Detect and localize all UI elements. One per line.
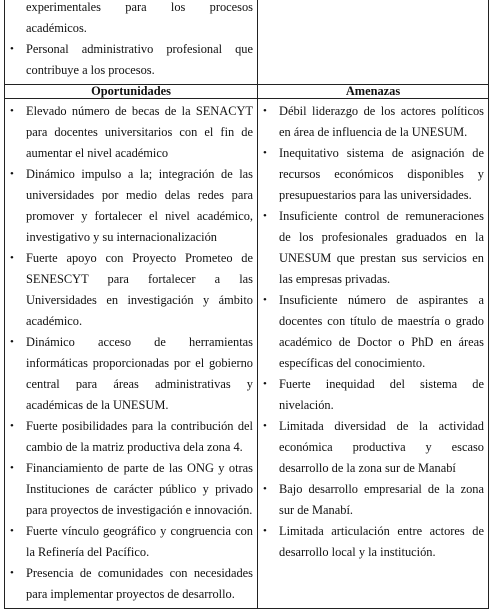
oportunidades-list bbox=[5, 101, 257, 605]
list-item-text: Insuficiente número de aspirantes a docentes con título de maestría o grado académico de Doctor o PhD en áreas específicas del conocimiento. bbox=[279, 293, 484, 370]
list-item bbox=[258, 101, 488, 143]
bullet-icon: • bbox=[10, 336, 14, 348]
bullet-icon: • bbox=[10, 420, 14, 432]
list-item-text: Insuficiente control de remuneraciones de los profesionales graduados en la UNESUM que prestan sus servicios en las empresas privadas. bbox=[279, 209, 484, 286]
list-item bbox=[5, 101, 257, 164]
list-item-text: Inequitativo sistema de asignación de recursos económicos disponibles y presupuestarios para las universidades. bbox=[279, 146, 484, 202]
bullet-icon: • bbox=[10, 567, 14, 579]
list-item bbox=[258, 521, 488, 563]
oportunidades-cell bbox=[5, 99, 258, 609]
list-item-text: Presencia de comunidades con necesidades para implementar proyectos de desarrollo. bbox=[26, 566, 253, 601]
bullet-icon: • bbox=[263, 147, 267, 159]
bullet-icon: • bbox=[263, 420, 267, 432]
bullet-icon: • bbox=[10, 43, 14, 55]
amenazas-list bbox=[258, 101, 488, 563]
list-item bbox=[258, 416, 488, 479]
list-item-text: Financiamiento de parte de las ONG y otras Instituciones de carácter público y privado para proyectos de investigación e innovación. bbox=[26, 461, 253, 517]
list-item bbox=[258, 290, 488, 374]
list-item-text: Fuerte inequidad del sistema de nivelación. bbox=[279, 377, 484, 412]
header-row bbox=[5, 85, 489, 99]
bullet-icon: • bbox=[263, 483, 267, 495]
content-row bbox=[5, 99, 489, 609]
debilidades-cell bbox=[258, 0, 489, 85]
list-item-text: Débil liderazgo de los actores políticos en área de influencia de la UNESUM. bbox=[279, 104, 484, 139]
list-item bbox=[5, 521, 257, 563]
list-item bbox=[5, 164, 257, 248]
list-item bbox=[5, 39, 257, 81]
list-item-text: Fuerte vínculo geográfico y congruencia con la Refinería del Pacífico. bbox=[26, 524, 253, 559]
list-item bbox=[5, 416, 257, 458]
list-item-text: Limitada diversidad de la actividad económica productiva y escaso desarrollo de la zona sur de Manabí bbox=[279, 419, 484, 475]
oportunidades-header: Oportunidades bbox=[5, 85, 258, 99]
list-item bbox=[5, 458, 257, 521]
list-item-text: Fuerte posibilidades para la contribución del cambio de la matriz productiva dela zona 4. bbox=[26, 419, 253, 454]
list-item bbox=[5, 332, 257, 416]
list-item bbox=[5, 0, 257, 39]
list-item-text: Dinámico impulso a la; integración de las universidades por medio delas redes para promover y fortalecer el nivel académico, investigativo y su internacionalización bbox=[26, 167, 253, 244]
amenazas-cell bbox=[258, 99, 489, 609]
bullet-icon: • bbox=[10, 462, 14, 474]
bullet-icon: • bbox=[263, 378, 267, 390]
fortalezas-continuation-row bbox=[5, 0, 489, 85]
bullet-icon: • bbox=[263, 294, 267, 306]
list-item-text: Bajo desarrollo empresarial de la zona sur de Manabí. bbox=[279, 482, 484, 517]
bullet-icon: • bbox=[263, 210, 267, 222]
amenazas-header: Amenazas bbox=[258, 85, 489, 99]
bullet-icon: • bbox=[10, 252, 14, 264]
bullet-icon: • bbox=[263, 105, 267, 117]
list-item-text: Elevado número de becas de la SENACYT para docentes universitarios con el fin de aumentar el nivel académico bbox=[26, 104, 253, 160]
list-item bbox=[258, 479, 488, 521]
list-item bbox=[5, 248, 257, 332]
fortalezas-list bbox=[5, 0, 257, 81]
bullet-icon: • bbox=[10, 168, 14, 180]
bullet-icon: • bbox=[10, 105, 14, 117]
list-item-text: experimentales para los procesos académicos. bbox=[26, 0, 253, 35]
list-item bbox=[258, 206, 488, 290]
list-item bbox=[258, 143, 488, 206]
fortalezas-cell bbox=[5, 0, 258, 85]
list-item-text: Personal administrativo profesional que contribuye a los procesos. bbox=[26, 42, 253, 77]
list-item bbox=[258, 374, 488, 416]
bullet-icon: • bbox=[10, 525, 14, 537]
bullet-icon: • bbox=[263, 525, 267, 537]
list-item bbox=[5, 563, 257, 605]
swot-table bbox=[4, 0, 489, 609]
list-item-text: Limitada articulación entre actores de desarrollo local y la institución. bbox=[279, 524, 484, 559]
list-item-text: Fuerte apoyo con Proyecto Prometeo de SENESCYT para fortalecer a las Universidades en investigación y ámbito académico. bbox=[26, 251, 253, 328]
list-item-text: Dinámico acceso de herramientas informáticas proporcionadas por el gobierno central para áreas administrativas y académicas de la UNESUM. bbox=[26, 335, 253, 412]
